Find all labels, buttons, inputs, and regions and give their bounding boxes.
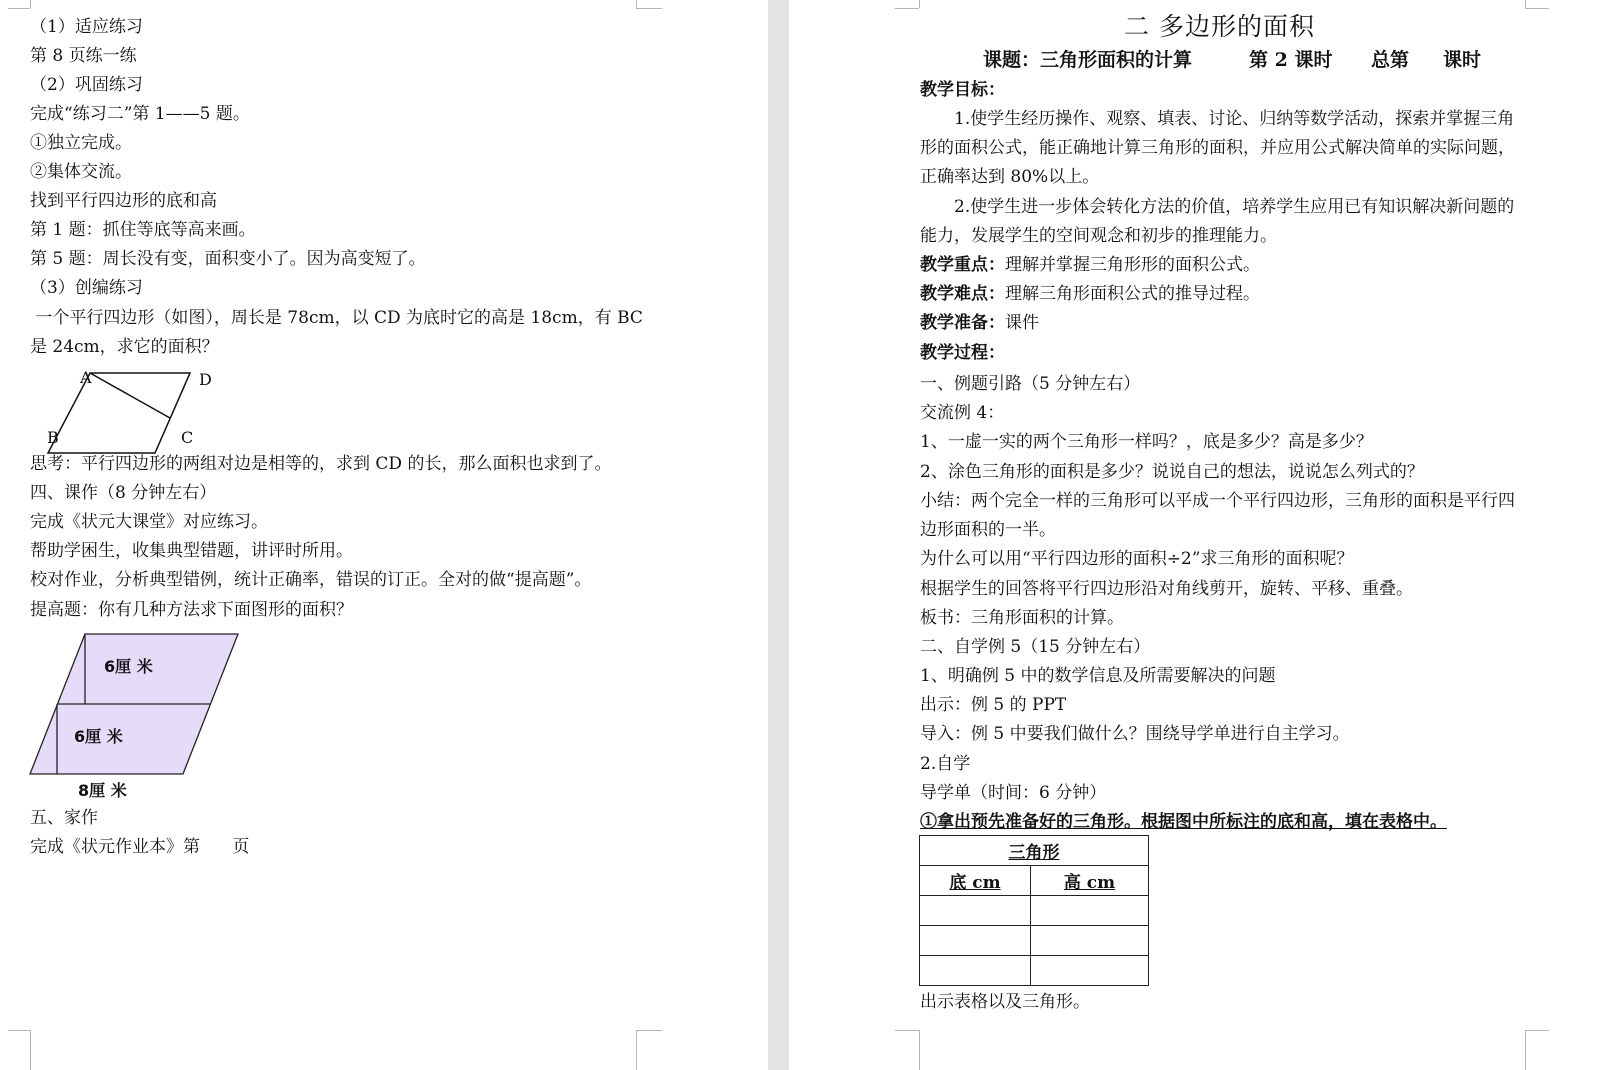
key-point (920, 254, 1260, 276)
text-line: 二、自学例 5（15 分钟左右） (920, 637, 1151, 657)
difficulty-label: 教学难点： (920, 284, 1005, 304)
text-line: 为什么可以用“平行四边形的面积÷2”求三角形的面积呢？ (920, 549, 1354, 569)
text-line: ②集体交流。 (30, 162, 132, 182)
text-line: 帮助学困生，收集典型错题，讲评时所用。 (30, 541, 353, 561)
text-line: 一、例题引路（5 分钟左右） (920, 374, 1141, 394)
text-line: 板书：三角形面积的计算。 (920, 608, 1124, 628)
text-line: 是 24cm，求它的面积？ (30, 337, 219, 357)
crop-mark (8, 1030, 30, 1031)
base-label: 8厘 米 (78, 781, 127, 800)
goal-heading: 教学目标： (920, 80, 1005, 100)
text-line: 1、明确例 5 中的数学信息及所需要解决的问题 (920, 666, 1276, 686)
text-line: （2）巩固练习 (30, 75, 143, 95)
text-line: 四、课作（8 分钟左右） (30, 483, 217, 503)
text-line: 校对作业，分析典型错例，统计正确率，错误的订正。全对的做“提高题”。 (30, 570, 592, 590)
vertex-label-a: A (80, 368, 92, 387)
table-cell (1031, 956, 1149, 986)
text-line: 导学单（时间：6 分钟） (920, 783, 1107, 803)
crop-mark (30, 1030, 31, 1070)
crop-mark (1525, 1030, 1549, 1031)
key-point-text: 理解并掌握三角形形的面积公式。 (1005, 255, 1260, 275)
crop-mark (636, 1030, 662, 1031)
column-header-height: 高 cm (1031, 866, 1149, 896)
text-line: 完成《状元大课堂》对应练习。 (30, 512, 268, 532)
preparation-label: 教学准备： (920, 313, 1005, 333)
table-header-row (920, 866, 1149, 896)
table-cell (920, 926, 1031, 956)
process-heading: 教学过程： (920, 343, 1005, 363)
text-line: 导入：例 5 中要我们做什么？围绕导学单进行自主学习。 (920, 724, 1350, 744)
text-line: 正确率达到 80%以上。 (920, 167, 1100, 187)
key-point-label: 教学重点： (920, 255, 1005, 275)
right-document-page (789, 0, 1611, 1070)
vertex-label-d: D (199, 370, 212, 389)
lesson-number: 第 2 课时 (1249, 49, 1333, 71)
table-cell (920, 956, 1031, 986)
text-line: 2.使学生进一步体会转化方法的价值，培养学生应用已有知识解决新问题的 (954, 197, 1515, 217)
table-cell (1031, 896, 1149, 926)
text-line: 1.使学生经历操作、观察、填表、讨论、归纳等数学活动，探索并掌握三角 (954, 109, 1515, 129)
vertex-label-b: B (47, 428, 59, 447)
difficulty-text: 理解三角形面积公式的推导过程。 (1005, 284, 1260, 304)
crop-mark (919, 1030, 920, 1070)
text-line: 边形面积的一半。 (920, 520, 1056, 540)
table-cell (1031, 926, 1149, 956)
text-line: 完成“练习二”第 1——5 题。 (30, 104, 250, 124)
text-line: ①独立完成。 (30, 133, 132, 153)
parallelogram-outline (48, 373, 190, 453)
text-line: 一个平行四边形（如图），周长是 78cm，以 CD 为底时它的高是 18cm，有 BC (30, 308, 643, 328)
text-line: 五、家作 (30, 808, 98, 828)
crop-mark (636, 1030, 637, 1070)
text-line: 出示表格以及三角形。 (920, 992, 1090, 1012)
lesson-unit: 课时 (1443, 49, 1482, 71)
task-instruction: ①拿出预先准备好的三角形。根据图中所标注的底和高，填在表格中。 (920, 812, 1447, 832)
table-cell (920, 896, 1031, 926)
left-document-page (0, 0, 768, 1070)
lower-height-label: 6厘 米 (74, 727, 123, 746)
text-line: 2.自学 (920, 754, 971, 774)
triangle-table (919, 835, 1149, 986)
text-line: 提高题：你有几种方法求下面图形的面积？ (30, 600, 353, 620)
crop-mark (895, 1030, 919, 1031)
text-line: 形的面积公式，能正确地计算三角形的面积，并应用公式解决简单的实际问题， (920, 138, 1515, 158)
crop-mark (8, 8, 30, 9)
text-line: 小结：两个完全一样的三角形可以平成一个平行四边形，三角形的面积是平行四 (920, 491, 1515, 511)
lesson-total: 总第 (1371, 49, 1410, 71)
table-row (920, 956, 1149, 986)
text-line: 交流例 4： (920, 403, 1005, 423)
crop-mark (636, 8, 662, 9)
text-line: 第 8 页练一练 (30, 46, 137, 66)
crop-mark (636, 0, 637, 8)
table-caption-row (920, 836, 1149, 866)
preparation (920, 312, 1039, 334)
text-line: 找到平行四边形的底和高 (30, 191, 217, 211)
table-caption: 三角形 (920, 836, 1149, 866)
text-line: 出示：例 5 的 PPT (920, 695, 1067, 715)
column-header-base: 底 cm (920, 866, 1031, 896)
preparation-text: 课件 (1005, 313, 1039, 333)
crop-mark (30, 0, 31, 8)
difficulty (920, 283, 1260, 305)
text-line: （3）创编练习 (30, 278, 143, 298)
text-line: 完成《状元作业本》第 页 (30, 837, 250, 857)
crop-mark (1525, 0, 1526, 8)
text-line: 能力，发展学生的空间观念和初步的推理能力。 (920, 226, 1277, 246)
text-line: 第 5 题：周长没有变，面积变小了。因为高变短了。 (30, 249, 426, 269)
text-line: 根据学生的回答将平行四边形沿对角线剪开，旋转、平移、重叠。 (920, 579, 1413, 599)
text-line: （1）适应练习 (30, 17, 143, 37)
lesson-topic: 课题：三角形面积的计算 (983, 49, 1193, 71)
upper-height-label: 6厘 米 (104, 657, 153, 676)
crop-mark (919, 0, 920, 8)
crop-mark (895, 8, 919, 9)
table-row (920, 926, 1149, 956)
text-line: 1、一虚一实的两个三角形一样吗？，底是多少？高是多少？ (920, 432, 1373, 452)
vertex-label-c: C (181, 428, 194, 447)
text-line: 2、涂色三角形的面积是多少？说说自己的想法，说说怎么列式的？ (920, 462, 1424, 482)
text-line: 思考：平行四边形的两组对边是相等的，求到 CD 的长，那么面积也求到了。 (30, 454, 612, 474)
document-title: 二 多边形的面积 (1124, 12, 1315, 41)
crop-mark (1525, 8, 1549, 9)
crop-mark (1525, 1030, 1526, 1070)
text-line: 第 1 题：抓住等底等高来画。 (30, 220, 256, 240)
lesson-subtitle (983, 48, 1503, 72)
table-row (920, 896, 1149, 926)
height-line (90, 373, 170, 418)
